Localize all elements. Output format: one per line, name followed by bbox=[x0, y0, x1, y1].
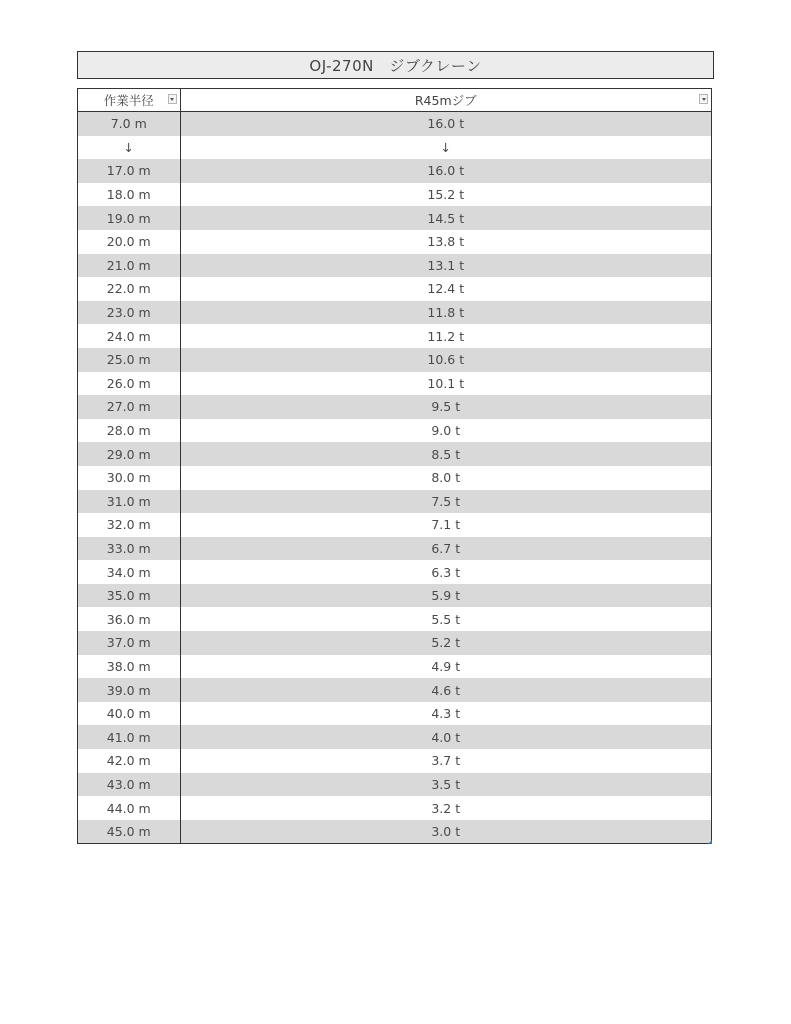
cell-capacity[interactable]: 16.0 t bbox=[180, 159, 711, 183]
cell-capacity[interactable]: 3.5 t bbox=[180, 773, 711, 797]
cell-radius[interactable]: 41.0 m bbox=[78, 725, 180, 749]
cell-capacity[interactable]: 15.2 t bbox=[180, 183, 711, 207]
cell-capacity[interactable]: 8.0 t bbox=[180, 466, 711, 490]
cell-radius[interactable]: 28.0 m bbox=[78, 419, 180, 443]
table-row bbox=[78, 796, 711, 820]
table-row bbox=[78, 749, 711, 773]
table-row bbox=[78, 678, 711, 702]
cell-radius[interactable]: 35.0 m bbox=[78, 584, 180, 608]
table-row bbox=[78, 159, 711, 183]
cell-radius[interactable]: 17.0 m bbox=[78, 159, 180, 183]
header-label-capacity: R45mジブ bbox=[414, 93, 477, 108]
table-row bbox=[78, 773, 711, 797]
cell-radius[interactable]: 38.0 m bbox=[78, 655, 180, 679]
load-chart-table-container bbox=[77, 88, 712, 844]
table-row bbox=[78, 584, 711, 608]
header-row bbox=[78, 89, 711, 112]
table-row bbox=[78, 372, 711, 396]
cell-capacity[interactable]: 4.0 t bbox=[180, 725, 711, 749]
cell-radius[interactable]: 44.0 m bbox=[78, 796, 180, 820]
cell-capacity[interactable]: ↓ bbox=[180, 136, 711, 160]
cell-capacity[interactable]: 14.5 t bbox=[180, 206, 711, 230]
cell-capacity[interactable]: 13.8 t bbox=[180, 230, 711, 254]
cell-radius[interactable]: 26.0 m bbox=[78, 372, 180, 396]
cell-radius[interactable]: 40.0 m bbox=[78, 702, 180, 726]
cell-radius[interactable]: 43.0 m bbox=[78, 773, 180, 797]
cell-capacity[interactable]: 4.6 t bbox=[180, 678, 711, 702]
header-cell-capacity bbox=[180, 89, 711, 112]
header-cell-radius bbox=[78, 89, 180, 112]
table-row bbox=[78, 466, 711, 490]
table-header bbox=[78, 89, 711, 112]
table-row bbox=[78, 395, 711, 419]
cell-capacity[interactable]: 8.5 t bbox=[180, 442, 711, 466]
table-row bbox=[78, 112, 711, 136]
cell-capacity[interactable]: 7.1 t bbox=[180, 513, 711, 537]
sheet-title: OJ-270N ジブクレーン bbox=[77, 51, 714, 79]
cell-radius[interactable]: 22.0 m bbox=[78, 277, 180, 301]
table-row bbox=[78, 206, 711, 230]
cell-capacity[interactable]: 5.9 t bbox=[180, 584, 711, 608]
cell-capacity[interactable]: 3.2 t bbox=[180, 796, 711, 820]
load-chart-table bbox=[78, 89, 711, 843]
cell-capacity[interactable]: 12.4 t bbox=[180, 277, 711, 301]
header-label-radius: 作業半径 bbox=[103, 93, 154, 108]
cell-capacity[interactable]: 13.1 t bbox=[180, 254, 711, 278]
cell-radius[interactable]: 34.0 m bbox=[78, 560, 180, 584]
cell-capacity[interactable]: 10.6 t bbox=[180, 348, 711, 372]
table-row bbox=[78, 277, 711, 301]
cell-capacity[interactable]: 5.5 t bbox=[180, 607, 711, 631]
cell-radius[interactable]: 25.0 m bbox=[78, 348, 180, 372]
table-row bbox=[78, 725, 711, 749]
table-row bbox=[78, 442, 711, 466]
cell-capacity[interactable]: 5.2 t bbox=[180, 631, 711, 655]
cell-capacity[interactable]: 9.5 t bbox=[180, 395, 711, 419]
table-row bbox=[78, 560, 711, 584]
cell-radius[interactable]: 18.0 m bbox=[78, 183, 180, 207]
cell-capacity[interactable]: 4.9 t bbox=[180, 655, 711, 679]
table-row bbox=[78, 324, 711, 348]
table-row bbox=[78, 537, 711, 561]
cell-radius[interactable]: 37.0 m bbox=[78, 631, 180, 655]
cell-capacity[interactable]: 16.0 t bbox=[180, 112, 711, 136]
cell-radius[interactable]: 32.0 m bbox=[78, 513, 180, 537]
cell-capacity[interactable]: 9.0 t bbox=[180, 419, 711, 443]
table-row bbox=[78, 820, 711, 844]
cell-radius[interactable]: 29.0 m bbox=[78, 442, 180, 466]
filter-dropdown-icon[interactable] bbox=[168, 94, 177, 104]
cell-radius[interactable]: 24.0 m bbox=[78, 324, 180, 348]
table-row bbox=[78, 702, 711, 726]
table-row bbox=[78, 183, 711, 207]
table-row bbox=[78, 348, 711, 372]
cell-radius[interactable]: 45.0 m bbox=[78, 820, 180, 844]
cell-radius[interactable]: 30.0 m bbox=[78, 466, 180, 490]
cell-capacity[interactable]: 3.0 t bbox=[180, 820, 711, 844]
cell-radius[interactable]: 31.0 m bbox=[78, 490, 180, 514]
cell-capacity[interactable]: 10.1 t bbox=[180, 372, 711, 396]
table-row bbox=[78, 230, 711, 254]
cell-capacity[interactable]: 6.3 t bbox=[180, 560, 711, 584]
table-row bbox=[78, 655, 711, 679]
cell-radius[interactable]: ↓ bbox=[78, 136, 180, 160]
cell-capacity[interactable]: 11.8 t bbox=[180, 301, 711, 325]
table-row bbox=[78, 490, 711, 514]
table-row bbox=[78, 136, 711, 160]
cell-capacity[interactable]: 4.3 t bbox=[180, 702, 711, 726]
cell-radius[interactable]: 19.0 m bbox=[78, 206, 180, 230]
table-row bbox=[78, 513, 711, 537]
cell-radius[interactable]: 33.0 m bbox=[78, 537, 180, 561]
filter-dropdown-icon[interactable] bbox=[699, 94, 708, 104]
cell-capacity[interactable]: 3.7 t bbox=[180, 749, 711, 773]
cell-radius[interactable]: 23.0 m bbox=[78, 301, 180, 325]
table-body bbox=[78, 112, 711, 844]
cell-radius[interactable]: 20.0 m bbox=[78, 230, 180, 254]
cell-radius[interactable]: 36.0 m bbox=[78, 607, 180, 631]
cell-radius[interactable]: 27.0 m bbox=[78, 395, 180, 419]
table-row bbox=[78, 631, 711, 655]
cell-capacity[interactable]: 6.7 t bbox=[180, 537, 711, 561]
cell-capacity[interactable]: 11.2 t bbox=[180, 324, 711, 348]
table-row bbox=[78, 301, 711, 325]
cell-radius[interactable]: 21.0 m bbox=[78, 254, 180, 278]
cell-radius[interactable]: 39.0 m bbox=[78, 678, 180, 702]
cell-capacity[interactable]: 7.5 t bbox=[180, 490, 711, 514]
table-row bbox=[78, 254, 711, 278]
cell-radius[interactable]: 42.0 m bbox=[78, 749, 180, 773]
table-row bbox=[78, 607, 711, 631]
table-row bbox=[78, 419, 711, 443]
table-resize-handle-icon[interactable] bbox=[708, 840, 712, 844]
cell-radius[interactable]: 7.0 m bbox=[78, 112, 180, 136]
